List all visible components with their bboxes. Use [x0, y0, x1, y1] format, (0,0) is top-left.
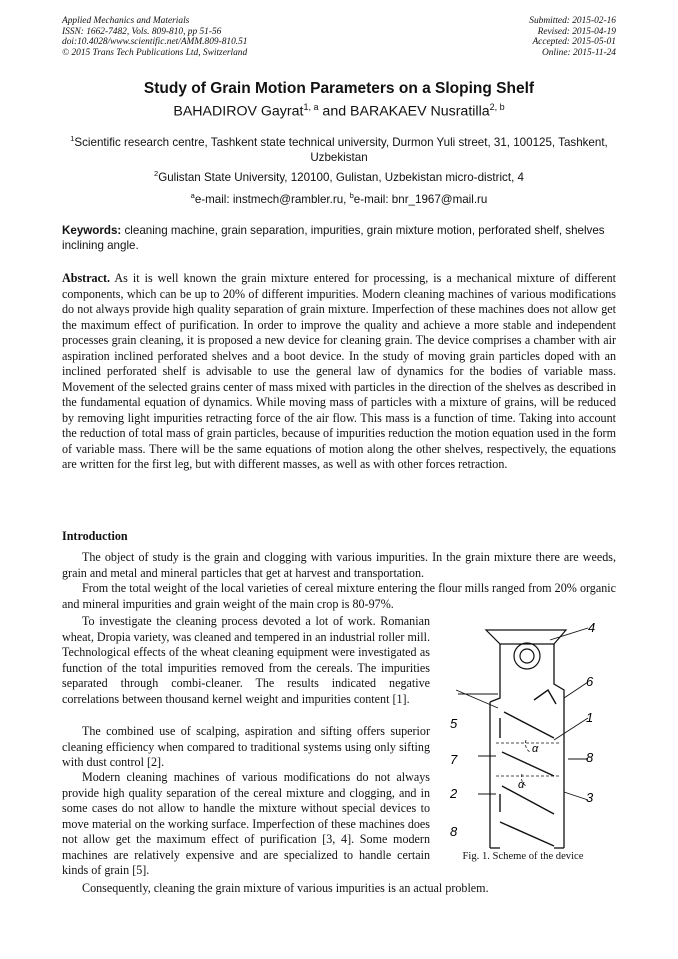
header-date: Accepted: 2015-05-01	[532, 37, 616, 48]
abstract-text: As it is well known the grain mixture entered for processing, is a mechanical mixture of different components, which can be up to 20% of different impurities. Modern cleaning machines of various modifications do not always provide high quality separation of grain mixture. Imperfection of these machines does not allow get the maximum effect of purification. In order to improve the quality and achieve a more stable and independent processes grain cleaning, it is proposed a new device for cleaning grain. The device comprises a chamber with air aspiration inclined perforated shelves and a boot device. In the study of moving grain particles doped with an inclined perforated shelf is advisable to use the general law of dynamics for the bodies of variable mass. Movement of the selected grains center of mass mixed with particles in the direction of the shelves as described in the fundamental equation of dynamics. While moving mass of particles with a mixture of grains, will be reduced by removing light impurities retracting force of the air flow. This mass is a function of time. Taking into account the reduction of total mass of grain particles, because of impurities reduction the motion equation used in the form of variable mass. There will be the same equations of motion along the other shelves, respectively, the equations are written for the first leg, but with different masses, as well as with other forces retraction.	[62, 271, 616, 471]
author-name: BAHADIROV Gayrat	[173, 103, 304, 120]
boot-roller	[514, 643, 540, 669]
label-7: 7	[450, 752, 458, 767]
figure-caption: Fig. 1. Scheme of the device	[462, 851, 584, 862]
header-line: doi:10.4028/www.scientific.net/AMM.809-810.51	[62, 37, 248, 48]
author-line	[0, 102, 678, 120]
author-emails: $^a$e-mail: instmech@rambler.ru, $^b$e-mail: bnr_1967@mail.ru	[190, 191, 488, 206]
label-3: 3	[586, 790, 594, 805]
header-line: ISSN: 1662-7482, Vols. 809-810, pp 51-56	[62, 26, 222, 37]
email-b: e-mail: bnr_1967@mail.ru	[353, 192, 488, 206]
device-scheme-figure	[438, 616, 618, 866]
header-line: Applied Mechanics and Materials	[62, 16, 190, 26]
alpha-lower: α	[518, 779, 525, 791]
intro-paragraph-3: To investigate the cleaning process devoted a lot of work. Romanian wheat, Dropia variety, was cleaned and tempered in an industrial roller mill. Technological effects of the wheat cleaning equipment were investigated as function of the total impurities removed from the cereals. The impurities separated through combi-cleaner. The results indicated negative correlations between thousand kernel weight and impurities content [1].	[62, 614, 430, 706]
affiliation-2: $^2$Gulistan State University, 120100, Gulistan, Uzbekistan micro-district, 4	[154, 169, 524, 184]
inclined-shelves	[500, 690, 556, 846]
alpha-upper: α	[532, 743, 539, 755]
journal-header-right	[529, 16, 616, 58]
header-line: © 2015 Trans Tech Publications Ltd, Switzerland	[62, 47, 248, 58]
author-sup: 1, a	[303, 102, 319, 112]
paper-title: Study of Grain Motion Parameters on a Sloping Shelf	[143, 80, 535, 97]
label-8-right: 8	[586, 750, 594, 765]
label-5: 5	[450, 716, 458, 731]
author-and: and	[318, 103, 351, 120]
intro-paragraph-5: Modern cleaning machines of various modifications do not always provide high quality separation of the cereal mixture and clogging, and in some cases do not allow to handle the mixture without special devices to move material on the working surface. Imperfection of these machines does not allow get the maximum effect of purification [3, 4]. Some modern machines are relatively expensive and are specialized to handle certain kinds of grain [5].	[62, 770, 430, 877]
header-date: Revised: 2015-04-19	[537, 26, 616, 37]
keywords-label: Keywords:	[62, 224, 122, 237]
intro-paragraph-1: The object of study is the grain and clogging with various impurities. In the grain mixture there are weeds, grain and metal and mineral particles that get at harvest and transportation.	[62, 550, 616, 580]
label-4: 4	[588, 620, 596, 635]
angle-references	[496, 740, 560, 786]
header-date: Online: 2015-11-24	[541, 47, 616, 58]
email-a: e-mail: instmech@rambler.ru,	[194, 192, 350, 206]
author-sup: 2, b	[489, 102, 505, 112]
affiliation-1: $^1$Scientific research centre, Tashkent state technical university, Durmon Yuli street, 31, 100125, Tashkent, Uzbekistan	[70, 134, 608, 164]
chamber	[490, 644, 564, 848]
intro-paragraph-6: Consequently, cleaning the grain mixture of various impurities is an actual problem.	[82, 881, 489, 895]
section-heading-introduction: Introduction	[62, 529, 128, 543]
author-name: BARAKAEV Nusratilla	[350, 103, 490, 120]
label-6: 6	[586, 674, 594, 689]
abstract-label: Abstract.	[62, 271, 111, 285]
keywords-text: cleaning machine, grain separation, impurities, grain mixture motion, perforated shelf, shelves inclining angle.	[62, 224, 608, 252]
intro-paragraph-2: From the total weight of the local varieties of cereal mixture entering the flour mills ranged from 20% organic and mineral impurities and grain weight of the main crop is 80-97%.	[62, 581, 616, 611]
keywords	[62, 223, 616, 253]
abstract	[62, 271, 616, 473]
label-2: 2	[450, 786, 458, 801]
intro-paragraph-4: The combined use of scalping, aspiration and sifting offers superior cleaning efficiency when compared to traditional systems using only sifting with dust control [2].	[62, 724, 430, 769]
label-1: 1	[586, 710, 594, 725]
header-date: Submitted: 2015-02-16	[529, 16, 616, 26]
label-8-left: 8	[450, 824, 458, 839]
journal-header-left	[62, 16, 247, 58]
